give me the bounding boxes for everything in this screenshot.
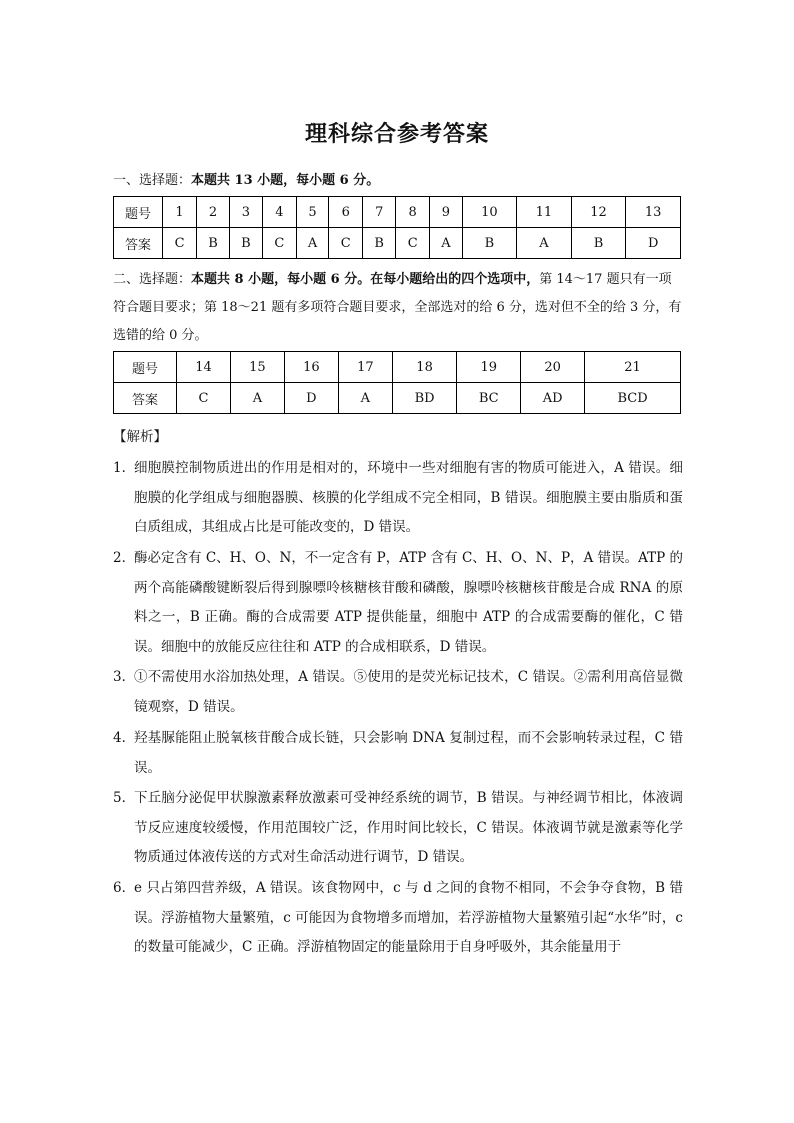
table-cell: B — [363, 228, 396, 259]
table-2-answer-row — [114, 383, 681, 414]
answer-table-1 — [113, 196, 681, 259]
table-cell: D — [284, 383, 338, 414]
item-text: 羟基脲能阻止脱氧核苷酸合成长链，只会影响 DNA 复制过程，而不会影响转录过程，C 错误。 — [134, 730, 683, 776]
section-1-heading — [113, 167, 683, 195]
item-number: 5． — [113, 790, 136, 806]
item-text: e 只占第四营养级，A 错误。该食物网中，c 与 d 之间的食物不相同，不会争夺食物，B 错误。浮游植物大量繁殖，c 可能因为食物增多而增加，若浮游植物大量繁殖引起“水华”时，c 的数量可能减少，C 正确。浮游植物固定的能量除用于自身呼吸外，其余能量用于 — [134, 880, 683, 956]
table-cell: BCD — [585, 383, 681, 414]
table-cell: C — [163, 228, 197, 259]
table-cell: D — [626, 228, 681, 259]
table-cell: 4 — [262, 197, 296, 228]
table-cell: C — [329, 228, 363, 259]
table-cell: A — [338, 383, 392, 414]
item-number: 6． — [113, 880, 136, 896]
table-cell: 7 — [363, 197, 396, 228]
table-cell: 10 — [462, 197, 517, 228]
table-2-number-row — [114, 352, 681, 383]
table-cell: 15 — [230, 352, 284, 383]
table-cell: 9 — [430, 197, 462, 228]
table-cell: 3 — [229, 197, 262, 228]
table-cell: 6 — [329, 197, 363, 228]
table-cell: 19 — [457, 352, 521, 383]
table-cell: B — [197, 228, 230, 259]
item-text: 下丘脑分泌促甲状腺激素释放激素可受神经系统的调节，B 错误。与神经调节相比，体液调节反应速度较缓慢，作用范围较广泛，作用时间比较长，C 错误。体液调节就是激素等化学物质通过体液传送的方式对生命活动进行调节，D 错误。 — [134, 790, 683, 866]
table-cell: 17 — [338, 352, 392, 383]
answer-table-2 — [113, 351, 681, 414]
table-cell: C — [396, 228, 430, 259]
table-cell: 18 — [392, 352, 457, 383]
section-1-prefix: 一、选择题： — [113, 173, 192, 188]
table-cell: 8 — [396, 197, 430, 228]
table-cell: 2 — [197, 197, 230, 228]
table-cell: 16 — [284, 352, 338, 383]
table-cell: 11 — [517, 197, 572, 228]
table-2-answer-label: 答案 — [114, 383, 177, 414]
table-cell: C — [177, 383, 231, 414]
table-cell: 5 — [296, 197, 328, 228]
table-cell: 14 — [177, 352, 231, 383]
table-1-answer-label: 答案 — [114, 228, 163, 259]
table-1-header-label: 题号 — [114, 197, 163, 228]
table-cell: BC — [457, 383, 521, 414]
table-1-answer-row — [114, 228, 681, 259]
table-cell: C — [262, 228, 296, 259]
item-number: 4． — [113, 730, 136, 746]
section-1-bold: 本题共 13 小题，每小题 6 分。 — [191, 173, 380, 188]
section-2-bold: 本题共 8 小题，每小题 6 分。在每小题给出的四个选项中， — [191, 272, 540, 287]
table-cell: 21 — [585, 352, 681, 383]
table-cell: AD — [521, 383, 585, 414]
table-cell: 1 — [163, 197, 197, 228]
table-cell: B — [462, 228, 517, 259]
item-number: 3． — [113, 669, 136, 685]
table-cell: A — [430, 228, 462, 259]
section-2-text: 第 14～17 题只有一项符合题目要求；第 18～21 题有多项符合题目要求，全部选对的给 6 分，选对但不全的给 3 分，有选错的给 0 分。 — [113, 272, 682, 343]
analysis-item — [113, 724, 683, 783]
section-2-prefix: 二、选择题： — [113, 272, 192, 287]
table-cell: 13 — [626, 197, 681, 228]
item-number: 1． — [113, 460, 136, 476]
table-cell: 12 — [571, 197, 626, 228]
analysis-item — [113, 454, 683, 543]
table-cell: A — [296, 228, 328, 259]
analysis-heading: 【解析】 — [113, 429, 167, 445]
item-number: 2． — [113, 550, 136, 566]
item-text: 细胞膜控制物质进出的作用是相对的，环境中一些对细胞有害的物质可能进入，A 错误。细胞膜的化学组成与细胞器膜、核膜的化学组成不完全相同，B 错误。细胞膜主要由脂质和蛋白质组成，其组成占比是可能改变的，D 错误。 — [134, 460, 683, 536]
table-1-number-row — [114, 197, 681, 228]
analysis-item — [113, 784, 683, 873]
table-2-header-label: 题号 — [114, 352, 177, 383]
table-cell: A — [230, 383, 284, 414]
analysis-item — [113, 544, 683, 662]
table-cell: A — [517, 228, 572, 259]
table-cell: B — [571, 228, 626, 259]
item-text: 酶必定含有 C、H、O、N，不一定含有 P，ATP 含有 C、H、O、N、P，A 错误。ATP 的两个高能磷酸键断裂后得到腺嘌呤核糖核苷酸和磷酸，腺嘌呤核糖核苷酸是合成 RNA 的原料之一，B 正确。酶的合成需要 ATP 提供能量，细胞中 ATP 的合成需要酶的催化，C 错误。细胞中的放能反应往往和 ATP 的合成相联系，D 错误。 — [134, 550, 683, 655]
table-cell: BD — [392, 383, 457, 414]
analysis-item — [113, 874, 683, 963]
table-cell: B — [229, 228, 262, 259]
analysis-item — [113, 663, 683, 722]
table-cell: 20 — [521, 352, 585, 383]
page-title: 理科综合参考答案 — [304, 122, 489, 147]
section-2-heading — [113, 266, 683, 350]
item-text: ①不需使用水浴加热处理，A 错误。⑤使用的是荧光标记技术，C 错误。②需利用高倍显微镜观察，D 错误。 — [134, 669, 683, 715]
